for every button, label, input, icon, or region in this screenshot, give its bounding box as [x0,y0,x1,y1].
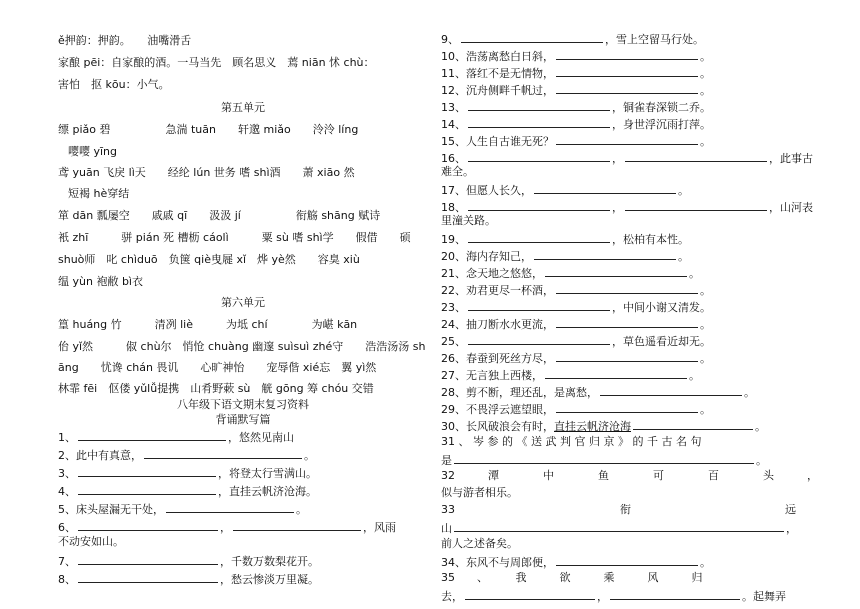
recite-item-continuation: 是 。 [441,454,767,467]
vocab-line: shuò师 叱 chìduō 负箧 qiè曳屣 xǐ 烨 yè然 容臭 xiù [58,253,360,266]
answer-blank[interactable] [468,99,610,111]
answer-blank[interactable] [468,299,610,311]
recite-item: 32 潭 中 鱼 可 百 头 ， [441,469,818,482]
vocab-line: 鸢 yuān 飞戾 lì天 经纶 lún 世务 嗜 shì酒 萧 xiāo 然 [58,166,355,179]
vocab-line: 林霏 fēi 伛偻 yǔlǚ提携 山肴野蔌 sù 觥 gōng 筹 chóu 交错 [58,382,374,395]
vocab-line: 篁 huáng 竹 清冽 liè 为坻 chí 为嵁 kān [58,318,358,331]
vocab-line: ě押韵：押韵。 油嘴滑舌 [58,34,192,47]
answer-blank[interactable] [633,418,753,430]
answer-blank[interactable] [78,429,226,441]
vocab-line: 害怕 抠 kōu：小气。 [58,78,170,91]
recite-item: 10、浩荡离愁白日斜， 。 [441,50,711,63]
recite-item: 23、 ，中间小谢又清发。 [441,301,711,314]
recite-item-continuation: 难全。 [441,165,474,178]
answer-blank[interactable] [166,501,294,513]
answer-blank[interactable] [556,282,698,294]
answer-blank[interactable] [534,248,676,260]
recite-item: 3、 ，将登太行雪满山。 [58,467,317,480]
recite-item: 29、不畏浮云遮望眼， 。 [441,403,711,416]
recite-item: 27、无言独上西楼， 。 [441,369,700,382]
recite-item: 20、海内存知己， 。 [441,250,689,263]
vocab-line: 佁 yǐ然 俶 chù尔 悄怆 chuàng 幽邃 suìsuì zhé守 浩浩汤汤 sh [58,340,426,353]
recite-item: 17、但愿人长久， 。 [441,184,689,197]
vocab-line: 短褐 hè穿结 [68,187,130,200]
answer-blank[interactable] [545,265,687,277]
recite-item: 21、念天地之悠悠， 。 [441,267,700,280]
vocab-line: 衹 zhī 骈 pián 死 槽枥 cáolì 粟 sù 嗜 shì学 假借 硕 [58,231,411,244]
recite-item: 13、 ，铜雀春深锁二乔。 [441,101,711,114]
recite-item: 35 、 我 欲 乘 风 归 [441,571,703,584]
answer-blank[interactable] [545,367,687,379]
answer-blank[interactable] [78,483,216,495]
recite-item: 18、 ， ，山河表 [441,201,813,214]
vocab-line: 家酿 pēi：自家酿的酒。一马当先 顾名思义 蔫 niān 怵 chù： [58,56,375,69]
answer-blank[interactable] [78,519,218,531]
recite-item: 22、劝君更尽一杯酒， 。 [441,284,711,297]
answer-blank[interactable] [556,82,698,94]
recite-item-continuation: 里潼关路。 [441,214,496,227]
unit-six-heading: 第六单元 [221,296,265,309]
recite-title: 背诵默写篇 [215,413,271,426]
recite-item: 4、 ，直挂云帆济沧海。 [58,485,317,498]
recite-item: 28、剪不断，理还乱，是离愁， 。 [441,386,755,399]
recite-item: 30、长风破浪会有时，直挂云帆济沧海 。 [441,420,766,433]
answer-blank[interactable] [468,231,610,243]
answer-blank[interactable] [556,316,698,328]
answer-blank[interactable] [78,553,218,565]
answer-filled: 直挂云帆济沧海 [554,420,631,433]
answer-blank[interactable] [468,116,610,128]
recite-item: 25、 ，草色遥看近却无。 [441,335,711,348]
vocab-line: 缥 piǎo 碧 急湍 tuān 轩邈 miǎo 泠泠 líng [58,123,359,136]
answer-blank[interactable] [610,588,740,600]
recite-item: 11、落红不是无情物， 。 [441,67,711,80]
recite-item: 6、 ， ，风雨 [58,521,396,534]
recite-item: 2、此中有真意， 。 [58,449,315,462]
recite-item: 16、 ， ，此事古 [441,152,813,165]
vocab-line: 缊 yùn 袍敝 bì衣 [58,275,143,288]
answer-blank[interactable] [534,182,676,194]
recite-item: 7、 ，千数万数梨花开。 [58,555,319,568]
recite-item: 26、春蚕到死丝方尽， 。 [441,352,711,365]
recite-item-continuation: 似与游者相乐。 [441,486,518,499]
answer-blank[interactable] [556,48,698,60]
answer-blank[interactable] [461,31,603,43]
recite-item-continuation: 去， ， 。起舞弄 [441,590,786,603]
review-title: 八年级下语文期末复习资料 [177,398,309,411]
recite-item: 9、 ，雪上空留马行处。 [441,33,704,46]
vocab-line: 嘤嘤 yīng [68,145,118,158]
answer-blank[interactable] [454,520,784,532]
answer-blank[interactable] [556,133,698,145]
answer-blank[interactable] [468,333,610,345]
recite-item: 1、 ，悠然见南山 [58,431,294,444]
recite-item: 31 、 岑 参 的 《 送 武 判 官 归 京 》 的 千 古 名 句 [441,435,702,448]
answer-blank[interactable] [144,447,302,459]
answer-blank[interactable] [468,199,610,211]
answer-blank[interactable] [625,199,767,211]
unit-five-heading: 第五单元 [221,101,265,114]
recite-item: 8、 ，愁云惨淡万里凝。 [58,573,319,586]
recite-item: 5、床头屋漏无干处， 。 [58,503,307,516]
recite-item: 24、抽刀断水水更流， 。 [441,318,711,331]
recite-item: 12、沉舟侧畔千帆过， 。 [441,84,711,97]
vocab-line: āng 忧谗 chán 畏讥 心旷神怡 宠辱偕 xié忘 翼 yì然 [58,361,377,374]
recite-item-continuation: 不动安如山。 [58,535,124,548]
recite-item: 19、 ，松柏有本性。 [441,233,689,246]
recite-item-continuation: 山 ， [441,522,797,535]
answer-blank[interactable] [600,384,742,396]
recite-item: 14、 ，身世浮沉雨打萍。 [441,118,711,131]
vocab-line: 箪 dān 瓢屡空 戚戚 qī 汲汲 jí 衔觞 shāng 赋诗 [58,209,381,222]
answer-blank[interactable] [454,452,754,464]
answer-blank[interactable] [556,65,698,77]
recite-item: 15、人生自古谁无死？ 。 [441,135,711,148]
recite-item: 33 衔 远 [441,503,796,516]
answer-blank[interactable] [465,588,595,600]
answer-blank[interactable] [468,150,610,162]
answer-blank[interactable] [78,571,218,583]
answer-blank[interactable] [556,401,698,413]
recite-item: 34、东风不与周郎便， 。 [441,556,711,569]
answer-blank[interactable] [556,554,698,566]
answer-blank[interactable] [78,465,216,477]
recite-item-continuation: 前人之述备矣。 [441,537,518,550]
answer-blank[interactable] [625,150,767,162]
answer-blank[interactable] [556,350,698,362]
answer-blank[interactable] [233,519,361,531]
